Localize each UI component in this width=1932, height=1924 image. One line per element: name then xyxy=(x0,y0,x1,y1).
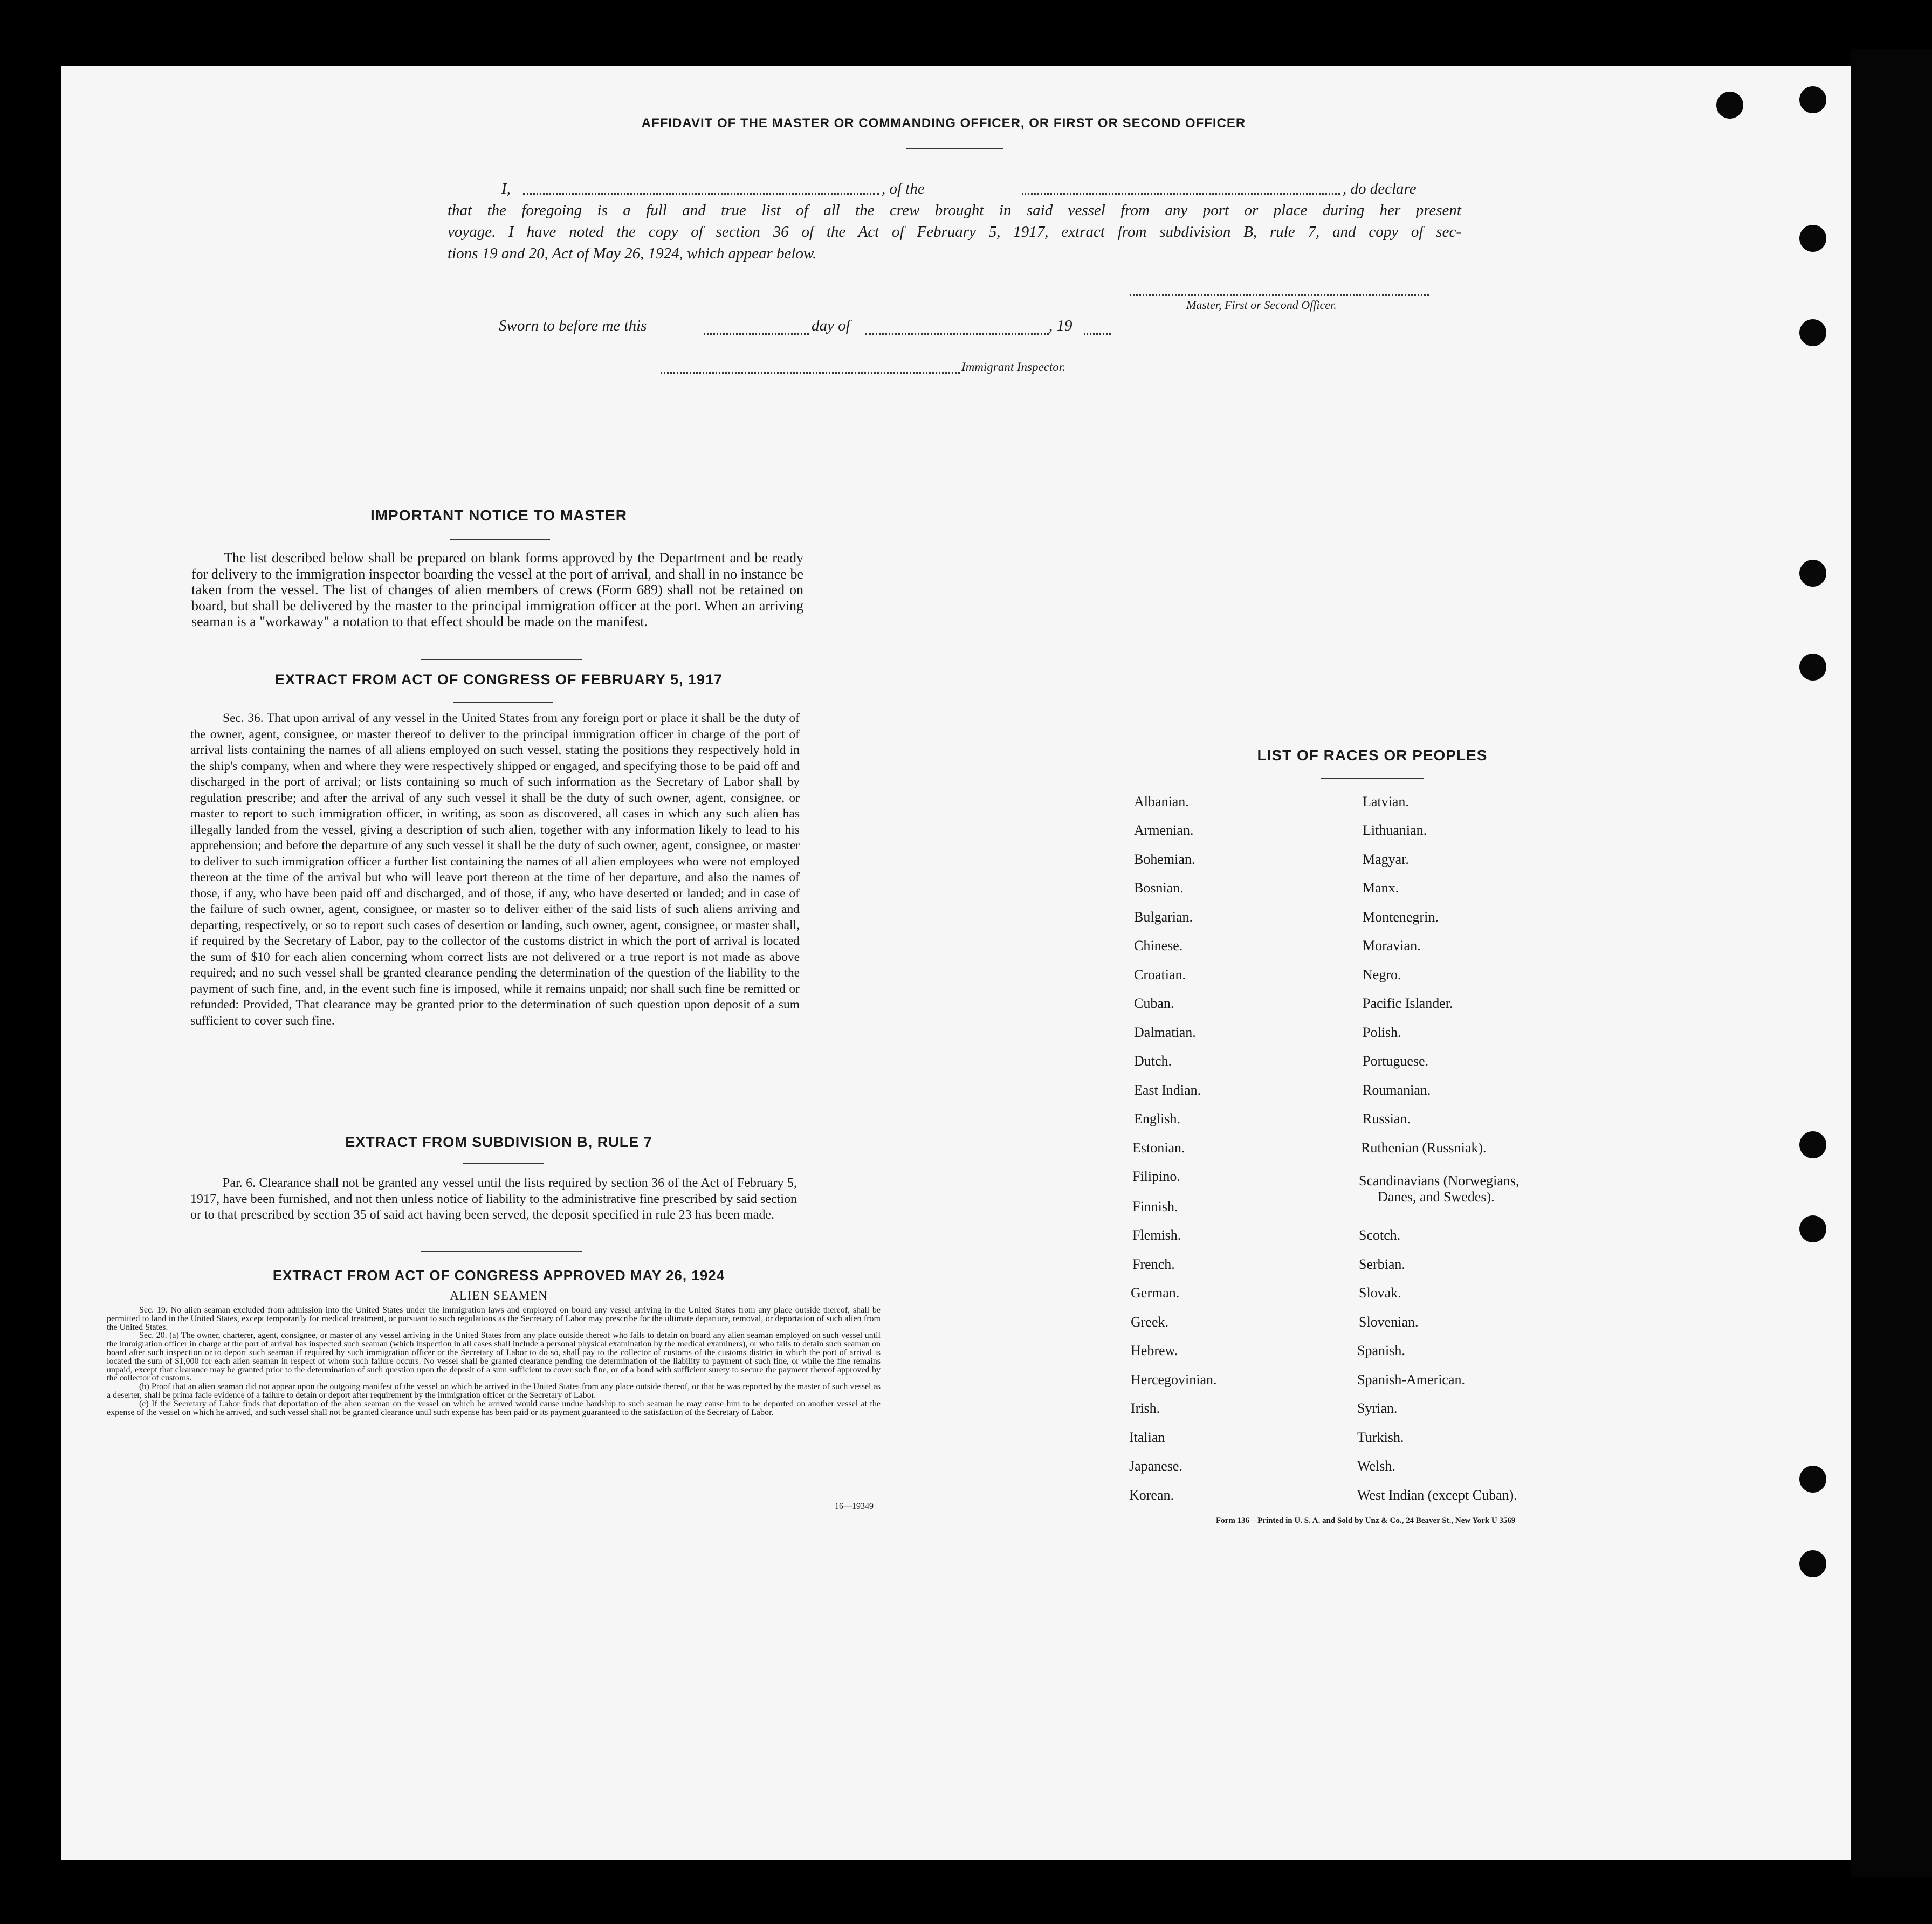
race-right: Polish. xyxy=(1363,1025,1401,1040)
affidavit-title: AFFIDAVIT OF THE MASTER OR COMMANDING OFFICER, OR FIRST OR SECOND OFFICER xyxy=(641,116,1246,130)
race-left: Bohemian. xyxy=(1134,851,1195,867)
sec-19-paragraph: Sec. 19. No alien seaman excluded from admission into the United States under the immigration laws and employed on board any vessel arriving in the United States from any place outside thereof, shall be permitted to land in the United States, except temporarily for medical treatment, or pursuant to such regulations as the Secretary of Labor may prescribe for the ultimate departure, removal, or deportation of such alien from the United States. xyxy=(107,1305,881,1332)
sworn-text: Sworn to before me this xyxy=(499,317,647,334)
extract-1924-title: EXTRACT FROM ACT OF CONGRESS APPROVED MAY 26, 1924 xyxy=(272,1267,725,1283)
affidavit-declaration xyxy=(448,178,1461,264)
notice-underline xyxy=(450,539,550,540)
race-right: Scandinavians (Norwegians, xyxy=(1359,1173,1520,1188)
race-right: Russian. xyxy=(1363,1111,1411,1126)
binder-hole xyxy=(1799,1466,1826,1493)
race-left: Italian xyxy=(1129,1430,1165,1445)
rule-7-underline xyxy=(463,1163,544,1164)
binder-hole xyxy=(1799,1215,1826,1242)
binder-hole xyxy=(1716,92,1743,119)
race-right: Spanish. xyxy=(1357,1343,1405,1358)
binder-hole xyxy=(1799,654,1826,681)
declaration-line-2: that the foregoing is a full and true list of all the crew brought in said vessel from any port or place during her present xyxy=(448,202,1461,219)
form-print-line: Form 136—Printed in U. S. A. and Sold by Unz & Co., 24 Beaver St., New York U 3569 xyxy=(1216,1516,1516,1525)
declaration-line-4: tions 19 and 20, Act of May 26, 1924, which appear below. xyxy=(448,245,817,262)
race-left: Bosnian. xyxy=(1134,880,1184,896)
rule-7-body: Par. 6. Clearance shall not be granted any vessel until the lists required by section 36 of the Act of February 5, 1917, have been furnished, and not then unless notice of liability to the administrative fine prescribed by said section or to that prescribed by section 35 of said act having been served, the deposit specified in rule 23 has been made. xyxy=(190,1176,797,1222)
section-divider xyxy=(421,1251,582,1252)
race-left: Armenian. xyxy=(1134,822,1194,838)
race-left: Estonian. xyxy=(1132,1140,1185,1156)
declaration-of-the: , of the xyxy=(882,180,925,197)
race-left: Greek. xyxy=(1131,1314,1169,1330)
race-right: Pacific Islander. xyxy=(1363,995,1453,1011)
race-left: Albanian. xyxy=(1134,794,1189,809)
race-right: Montenegrin. xyxy=(1363,909,1439,925)
race-left: Japanese. xyxy=(1129,1458,1182,1474)
binder-hole xyxy=(1799,319,1826,346)
vessel-blank[interactable] xyxy=(1022,193,1340,195)
sec-20a-paragraph: Sec. 20. (a) The owner, charterer, agent, consignee, or master of any vessel arriving in the United States from any place outside thereof who fails to detain on board any alien seaman employed on such vessel until the immigration officer in charge at the port of arrival has inspected such seaman (which inspection in all cases shall include a personal physical examination by the medical examiners), or who fails to detain such seaman on board after such inspection or to deport such seaman if required by such immigration officer or the Secretary of Labor to do so, shall pay to the collector of customs of the customs district in which the port of arrival is located the sum of $1,000 for each alien seaman in respect of whom such failure occurs. No vessel shall be granted clearance pending the determination of the liability to payment of such fine, or while the fine remains unpaid, except that clearance may be granted prior to the determination of such question upon the deposit of a sum sufficient to cover such fine, or of a bond with sufficient surety to secure the payment thereof approved by the collector of customs. xyxy=(107,1331,881,1383)
race-left: Bulgarian. xyxy=(1134,909,1193,925)
race-left: Croatian. xyxy=(1134,967,1186,982)
race-right: Latvian. xyxy=(1363,794,1409,809)
race-right: Portuguese. xyxy=(1363,1053,1429,1069)
name-blank[interactable] xyxy=(523,193,879,195)
sec-20c-paragraph: (c) If the Secretary of Labor finds that deportation of the alien seaman on the vessel on which he arrived would cause undue hardship to such seaman he may cause him to be deported on another vessel at the expense of the vessel on which he arrived, and such vessel shall not be granted clearance until such expense has been paid or its payment guaranteed to the satisfaction of the Secretary of Labor. xyxy=(107,1399,881,1417)
binder-hole xyxy=(1799,1550,1826,1577)
race-right: Syrian. xyxy=(1357,1400,1398,1416)
binder-hole xyxy=(1799,560,1826,587)
race-right: Magyar. xyxy=(1363,851,1409,867)
race-right: Scotch. xyxy=(1359,1227,1401,1243)
scan-background-strip xyxy=(1851,49,1932,1877)
master-signature-label: Master, First or Second Officer. xyxy=(1186,298,1337,312)
race-left: Chinese. xyxy=(1134,938,1183,953)
race-left: Korean. xyxy=(1129,1487,1174,1503)
race-left: French. xyxy=(1132,1256,1175,1272)
title-underline xyxy=(906,148,1003,149)
race-right: Manx. xyxy=(1363,880,1399,896)
race-left: Filipino. xyxy=(1132,1169,1180,1184)
sworn-line xyxy=(499,317,1200,339)
sec-20b-paragraph: (b) Proof that an alien seaman did not appear upon the outgoing manifest of the vessel on which he arrived in the United States from any place outside thereof, or that he was reported by the master of such vessel as a deserter, shall be prima facie evidence of a failure to detain or deport after requirement by the immigration officer or the Secretary of Labor. xyxy=(107,1382,881,1400)
extract-1917-body: Sec. 36. That upon arrival of any vessel in the United States from any foreign port or place it shall be the duty of the owner, agent, consignee, or master thereof to deliver to the principal immigration officer in charge of the port of arrival lists containing the names of all aliens employed on such vessel, stating the positions they respectively hold in the ship's company, when and where they were respectively shipped or engaged, and specifying those to be paid off and discharged in the port of arrival; or lists containing so much of such information as the Secretary of Labor shall by regulation prescribe; and after the arrival of any such vessel it shall be the duty of such owner, agent, consignee, or master to report to such immigration officer, in writing, as soon as discovered, all cases in which any such alien has illegally landed from the vessel, giving a description of such alien, together with any information likely to lead to his apprehension; and before the departure of any such vessel it shall be the duty of such owner, agent, consignee, or master to deliver to such immigration officer a further list containing the names of all alien employees who were not employed thereon at the time of the arrival but who will leave port thereon at the time of her departure, and also the names of those, if any, who have been paid off and discharged, and of those, if any, who have deserted or landed; and in case of the failure of such owner, agent, consignee, or master so to deliver either of the said lists of such aliens arriving and departing, respectively, or so to report such cases of desertion or landing, such owner, agent, consignee, or master shall, if required by the Secretary of Labor, pay to the collector of the customs district in which the port of arrival is located the sum of $10 for each alien concerning whom correct lists are not delivered or a true report is not made as above required; and no such vessel shall be granted clearance pending the determination of the question of the liability to the payment of such fine, and, in the event such fine is imposed, while it remains unpaid; nor shall such fine be remitted or refunded: Provided, That clearance may be granted prior to the determination of such question upon deposit of a sum sufficient to cover such fine. xyxy=(190,711,800,1028)
inspector-label: Immigrant Inspector. xyxy=(961,360,1065,374)
race-right: Lithuanian. xyxy=(1363,822,1427,838)
race-right: Slovak. xyxy=(1359,1285,1401,1301)
race-right: Spanish-American. xyxy=(1357,1372,1466,1387)
section-divider xyxy=(421,659,582,660)
race-left: Flemish. xyxy=(1132,1227,1181,1243)
extract-1917-title: EXTRACT FROM ACT OF CONGRESS OF FEBRUARY 5, 1917 xyxy=(274,671,723,688)
extract-1924-subtitle: ALIEN SEAMEN xyxy=(450,1289,548,1302)
race-left: English. xyxy=(1134,1111,1180,1126)
extract-1924-body xyxy=(107,1306,881,1417)
binder-hole xyxy=(1799,1131,1826,1158)
race-right: Turkish. xyxy=(1357,1430,1404,1445)
race-left: Cuban. xyxy=(1134,995,1174,1011)
race-left: German. xyxy=(1131,1285,1180,1301)
race-right: Roumanian. xyxy=(1363,1082,1431,1098)
inspector-signature-line[interactable] xyxy=(661,372,960,374)
declaration-line-3: voyage. I have noted the copy of section 36 of the Act of February 5, 1917, extract from subdivision B, rule 7, and copy of sec- xyxy=(448,223,1461,240)
race-left: Hebrew. xyxy=(1131,1343,1178,1358)
master-signature-line[interactable] xyxy=(1130,294,1429,296)
binder-hole xyxy=(1799,86,1826,113)
declaration-i: I, xyxy=(501,180,511,197)
race-right: Slovenian. xyxy=(1359,1314,1419,1330)
sworn-day-blank[interactable] xyxy=(704,333,809,335)
declaration-do-declare: , do declare xyxy=(1343,180,1417,197)
notice-title: IMPORTANT NOTICE TO MASTER xyxy=(370,507,628,524)
sworn-year-blank[interactable] xyxy=(1084,333,1111,335)
sworn-year: , 19 xyxy=(1049,317,1072,334)
print-code: 16—19349 xyxy=(835,1502,874,1511)
sworn-day-of: day of xyxy=(812,317,850,334)
sworn-month-blank[interactable] xyxy=(865,333,1049,335)
race-right: Negro. xyxy=(1363,967,1401,982)
race-left: Irish. xyxy=(1131,1400,1160,1416)
race-left: Finnish. xyxy=(1132,1199,1178,1214)
extract-1917-underline xyxy=(453,702,553,703)
race-left: Dalmatian. xyxy=(1134,1025,1196,1040)
races-title: LIST OF RACES OR PEOPLES xyxy=(1257,747,1488,764)
race-right: Moravian. xyxy=(1363,938,1421,953)
notice-body: The list described below shall be prepared on blank forms approved by the Department and be ready for delivery to the immigration inspector boarding the vessel at the port of arrival, and shall in no instance be taken from the vessel. The list of changes of alien members of crews (Form 689) shall not be retained on board, but shall be delivered by the master to the principal immigration officer at the port. When an arriving seaman is a "workaway" a notation to that effect should be made on the manifest. xyxy=(191,550,803,629)
races-underline xyxy=(1321,778,1424,779)
race-left: Hercegovinian. xyxy=(1131,1372,1217,1387)
race-right: West Indian (except Cuban). xyxy=(1357,1487,1517,1503)
race-right: Ruthenian (Russniak). xyxy=(1361,1140,1487,1156)
race-right: Welsh. xyxy=(1357,1458,1395,1474)
race-right: Serbian. xyxy=(1359,1256,1405,1272)
binder-hole xyxy=(1799,225,1826,252)
race-right: Danes, and Swedes). xyxy=(1378,1189,1495,1205)
race-left: Dutch. xyxy=(1134,1053,1172,1069)
rule-7-title: EXTRACT FROM SUBDIVISION B, RULE 7 xyxy=(345,1134,652,1150)
race-left: East Indian. xyxy=(1134,1082,1201,1098)
